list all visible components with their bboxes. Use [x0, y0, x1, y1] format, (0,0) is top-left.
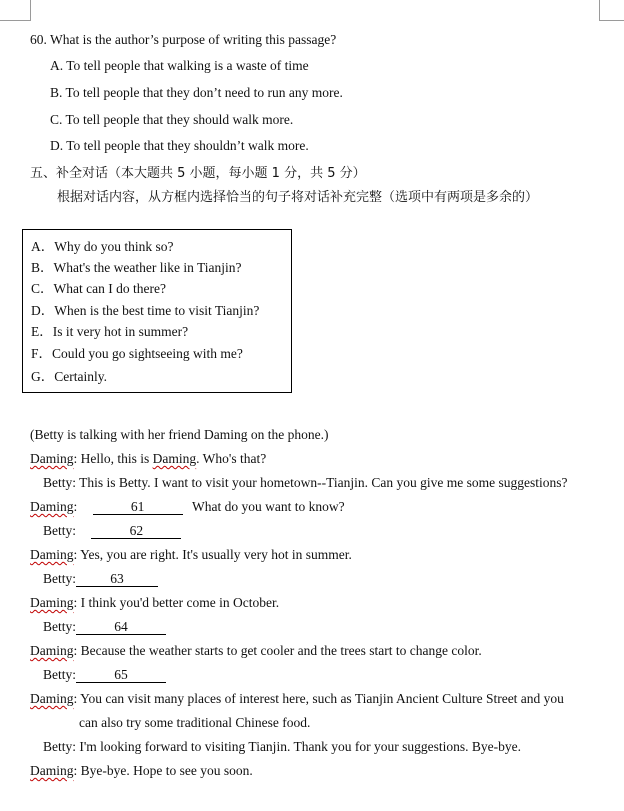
dialogue-line-2	[43, 475, 567, 491]
box-option-d: D．When is the best time to visit Tianjin?	[31, 303, 260, 318]
dialogue-line-4: Betty: 62	[43, 523, 181, 539]
box-option-c: C．What can I do there?	[31, 281, 166, 296]
speaker-betty: Betty	[43, 619, 73, 634]
dialogue-line-3: Daming: 61 What do you want to know?	[30, 499, 345, 514]
q60-option-c: C. To tell people that they should walk more.	[50, 112, 294, 127]
speaker-daming: Daming	[30, 595, 74, 610]
q60-option-b: B. To tell people that they don’t need to run any more.	[50, 85, 343, 100]
box-option-g: G．Certainly.	[31, 369, 107, 384]
answer-blank-62[interactable]: 62	[91, 524, 181, 539]
speaker-betty: Betty	[43, 523, 73, 538]
dialogue-text: . Who's that?	[196, 451, 267, 466]
q60-option-d: D. To tell people that they shouldn’t walk more.	[50, 138, 309, 153]
speaker-betty: Betty	[43, 667, 73, 682]
dialogue-text: What do you want to know?	[192, 499, 345, 514]
answer-blank-61[interactable]: 61	[93, 500, 183, 515]
dialogue-line-8: Betty: 64	[43, 619, 166, 635]
speaker-daming: Daming	[30, 451, 74, 466]
box-option-b: B．What's the weather like in Tianjin?	[31, 260, 242, 275]
answer-blank-63[interactable]: 63	[76, 572, 158, 587]
dialogue-text: : I think you'd better come in October.	[73, 595, 280, 610]
section-5-heading: 五、补全对话（本大题共 5 小题，每小题 1 分，共 5 分）	[30, 166, 366, 181]
dialogue-line-13	[30, 763, 253, 779]
speaker-betty: Betty	[43, 475, 73, 490]
page-corner-mark-left	[0, 0, 31, 21]
dialogue-text: : Hello, this is	[73, 451, 153, 466]
dialogue-line-9	[30, 643, 482, 659]
answer-blank-65[interactable]: 65	[76, 668, 166, 683]
dialogue-line-1	[30, 451, 266, 467]
dialogue-line-10: Betty: 65	[43, 667, 166, 683]
dialogue-line-11	[30, 691, 564, 707]
speaker-betty: Betty	[43, 739, 73, 754]
dialogue-line-7	[30, 595, 279, 611]
dialogue-intro: (Betty is talking with her friend Daming on the phone.)	[30, 427, 329, 442]
speaker-daming: Daming	[30, 499, 74, 514]
dialogue-line-5	[30, 547, 352, 563]
dialogue-text: : You can visit many places of interest here, such as Tianjin Ancient Culture Street and you	[73, 691, 564, 706]
speaker-daming: Daming	[30, 547, 74, 562]
dialogue-line-6: Betty: 63	[43, 571, 158, 587]
dialogue-text: : Bye-bye. Hope to see you soon.	[73, 763, 253, 778]
speaker-betty: Betty	[43, 571, 73, 586]
speaker-daming: Daming	[30, 763, 74, 778]
speaker-daming: Daming	[152, 451, 197, 466]
page-corner-mark-right	[599, 0, 624, 21]
box-option-a: A．Why do you think so?	[31, 239, 174, 254]
answer-blank-64[interactable]: 64	[76, 620, 166, 635]
dialogue-line-12	[43, 739, 521, 755]
dialogue-text: : I'm looking forward to visiting Tianjin. Thank you for your suggestions. Bye-bye.	[72, 739, 522, 754]
dialogue-text: : This is Betty. I want to visit your hometown--Tianjin. Can you give me some suggestions?	[72, 475, 568, 490]
speaker-daming: Daming	[30, 691, 74, 706]
dialogue-line-11-cont: can also try some traditional Chinese food.	[79, 715, 311, 730]
box-option-e: E．Is it very hot in summer?	[31, 324, 189, 339]
section-5-instruction: 根据对话内容，从方框内选择恰当的句子将对话补充完整（选项中有两项是多余的）	[57, 190, 539, 205]
q60-option-a: A. To tell people that walking is a waste of time	[50, 58, 309, 73]
dialogue-text: : Yes, you are right. It's usually very hot in summer.	[73, 547, 352, 562]
question-60: 60. What is the author’s purpose of writing this passage?	[30, 32, 337, 47]
speaker-daming: Daming	[30, 643, 74, 658]
dialogue-text: : Because the weather starts to get cooler and the trees start to change color.	[73, 643, 482, 658]
options-box	[22, 229, 292, 393]
box-option-f: F．Could you go sightseeing with me?	[31, 346, 243, 361]
